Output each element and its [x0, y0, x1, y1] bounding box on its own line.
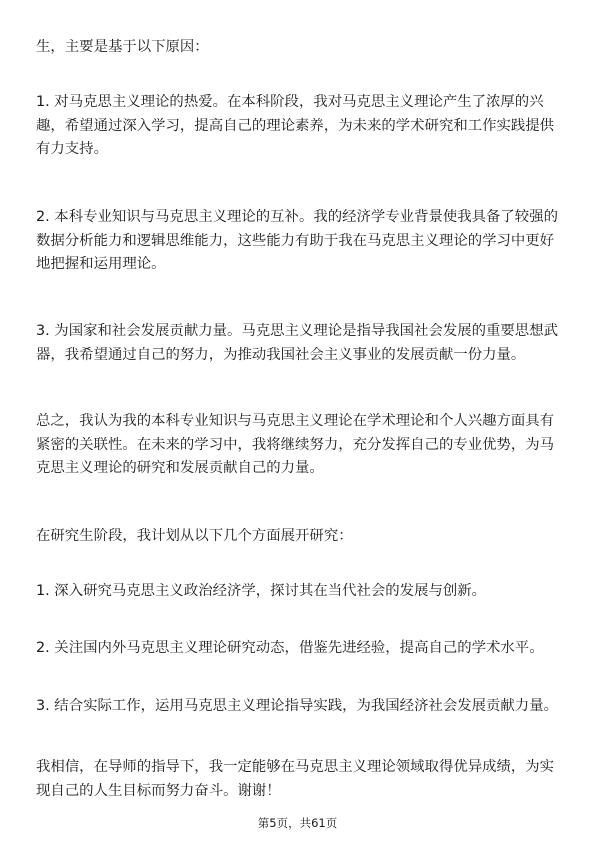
paragraph-reason-3 — [36, 320, 559, 367]
paragraph-intro-continuation — [36, 36, 559, 60]
text-line: 1. 对马克思主义理论的热爱。在本科阶段，我对马克思主义理论产生了浓厚的兴 — [36, 94, 544, 110]
text-line: 地把握和运用理论。 — [36, 256, 166, 272]
text-line: 2. 关注国内外马克思主义理论研究动态，借鉴先进经验，提高自己的学术水平。 — [36, 640, 544, 656]
text-line: 我相信，在导师的指导下，我一定能够在马克思主义理论领域取得优异成绩，为实 — [36, 759, 555, 775]
paragraph-summary — [36, 410, 559, 481]
text-line: 1. 深入研究马克思主义政治经济学，探讨其在当代社会的发展与创新。 — [36, 583, 487, 599]
paragraph-reason-2 — [36, 206, 559, 277]
paragraph-plan-3 — [36, 695, 559, 719]
paragraph-reason-1 — [36, 91, 559, 162]
text-line: 器，我希望通过自己的努力，为推动我国社会主义事业的发展贡献一份力量。 — [36, 346, 526, 363]
text-line: 数据分析能力和逻辑思维能力，这些能力有助于我在马克思主义理论的学习中更好 — [36, 232, 555, 249]
text-line: 生，主要是基于以下原因： — [36, 39, 209, 55]
paragraph-closing — [36, 756, 559, 803]
text-line: 2. 本科专业知识与马克思主义理论的互补。我的经济学专业背景使我具备了较强的 — [36, 209, 558, 225]
text-line: 克思主义理论的研究和发展贡献自己的力量。 — [36, 460, 324, 476]
text-line: 3. 为国家和社会发展贡献力量。马克思主义理论是指导我国社会发展的重要思想武 — [36, 323, 558, 339]
text-line: 总之，我认为我的本科专业知识与马克思主义理论在学术理论和个人兴趣方面具有 — [36, 413, 555, 429]
text-line: 3. 结合实际工作，运用马克思主义理论指导实践，为我国经济社会发展贡献力量。 — [36, 698, 558, 714]
paragraph-plan-2 — [36, 637, 559, 661]
paragraph-plan-1 — [36, 580, 559, 604]
text-line: 紧密的关联性。在未来的学习中，我将继续努力，充分发挥自己的专业优势，为马 — [36, 436, 555, 453]
page-number: 第5页，共61页 — [257, 816, 338, 830]
text-line: 趣，希望通过深入学习，提高自己的理论素养，为未来的学术研究和工作实践提供 — [36, 117, 555, 134]
paragraph-research-plan — [36, 525, 559, 549]
text-line: 现自己的人生目标而努力奋斗。谢谢！ — [36, 782, 281, 799]
text-line: 有力支持。 — [36, 141, 108, 157]
text-line: 在研究生阶段，我计划从以下几个方面展开研究： — [36, 528, 353, 544]
